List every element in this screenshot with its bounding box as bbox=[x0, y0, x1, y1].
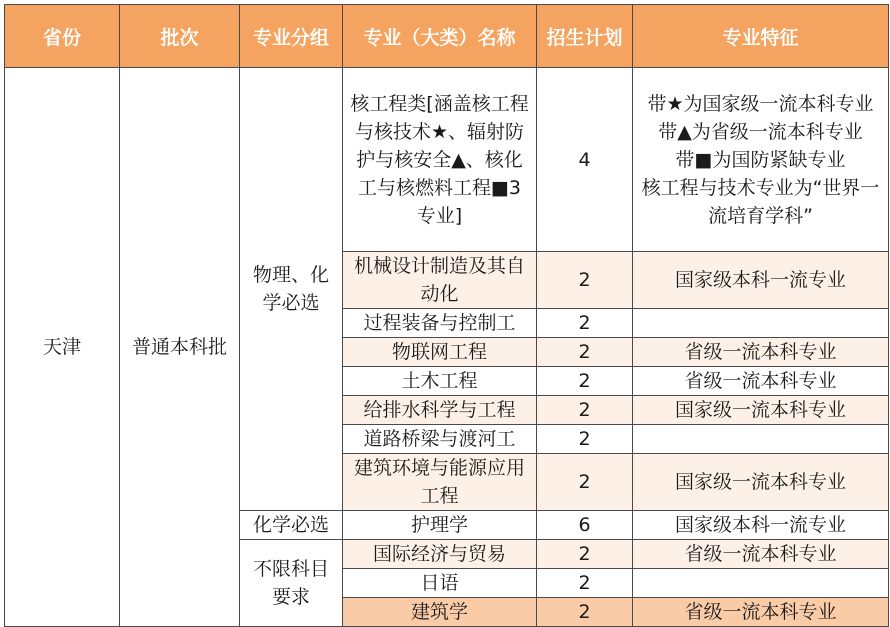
major-name-cell: 日语 bbox=[343, 569, 537, 598]
major-name-cell: 道路桥梁与渡河工 bbox=[343, 425, 537, 454]
header-batch: 批次 bbox=[120, 5, 240, 68]
header-feature: 专业特征 bbox=[633, 5, 889, 68]
feature-cell bbox=[633, 309, 889, 338]
feature-cell: 省级一流本科专业 bbox=[633, 598, 889, 627]
plan-cell: 2 bbox=[537, 598, 633, 627]
plan-cell: 2 bbox=[537, 338, 633, 367]
major-name-cell: 护理学 bbox=[343, 511, 537, 540]
header-plan: 招生计划 bbox=[537, 5, 633, 68]
plan-cell: 2 bbox=[537, 309, 633, 338]
plan-cell: 2 bbox=[537, 396, 633, 425]
plan-cell: 2 bbox=[537, 569, 633, 598]
header-major-name: 专业（大类）名称 bbox=[343, 5, 537, 68]
batch-cell: 普通本科批 bbox=[120, 68, 240, 627]
major-name-cell: 给排水科学与工程 bbox=[343, 396, 537, 425]
header-group: 专业分组 bbox=[240, 5, 343, 68]
feature-cell bbox=[633, 569, 889, 598]
feature-cell bbox=[633, 425, 889, 454]
major-name-cell: 物联网工程 bbox=[343, 338, 537, 367]
feature-cell: 省级一流本科专业 bbox=[633, 367, 889, 396]
header-province: 省份 bbox=[5, 5, 120, 68]
table-row bbox=[5, 68, 889, 252]
feature-cell: 国家级一流本科专业 bbox=[633, 396, 889, 425]
group-cell: 不限科目要求 bbox=[240, 540, 343, 627]
plan-cell: 4 bbox=[537, 68, 633, 252]
plan-cell: 2 bbox=[537, 252, 633, 309]
plan-cell: 2 bbox=[537, 425, 633, 454]
plan-cell: 6 bbox=[537, 511, 633, 540]
major-name-cell: 建筑学 bbox=[343, 598, 537, 627]
plan-cell: 2 bbox=[537, 367, 633, 396]
major-name-cell: 建筑环境与能源应用工程 bbox=[343, 454, 537, 511]
major-name-cell: 核工程类[涵盖核工程与核技术★、辐射防护与核安全▲、核化工与核燃料工程■3专业] bbox=[343, 68, 537, 252]
plan-cell: 2 bbox=[537, 454, 633, 511]
admission-plan-table bbox=[4, 4, 889, 627]
major-name-cell: 国际经济与贸易 bbox=[343, 540, 537, 569]
major-name-cell: 土木工程 bbox=[343, 367, 537, 396]
feature-cell: 省级一流本科专业 bbox=[633, 540, 889, 569]
province-cell: 天津 bbox=[5, 68, 120, 627]
feature-cell: 带★为国家级一流本科专业 带▲为省级一流本科专业 带■为国防紧缺专业 核工程与技术专业为“世界一流培育学科” bbox=[633, 68, 889, 252]
header-row bbox=[5, 5, 889, 68]
plan-cell: 2 bbox=[537, 540, 633, 569]
group-cell: 物理、化学必选 bbox=[240, 68, 343, 511]
feature-cell: 国家级本科一流专业 bbox=[633, 252, 889, 309]
major-name-cell: 机械设计制造及其自动化 bbox=[343, 252, 537, 309]
group-cell: 化学必选 bbox=[240, 511, 343, 540]
feature-cell: 国家级本科一流专业 bbox=[633, 511, 889, 540]
major-name-cell: 过程装备与控制工 bbox=[343, 309, 537, 338]
feature-cell: 省级一流本科专业 bbox=[633, 338, 889, 367]
feature-cell: 国家级一流本科专业 bbox=[633, 454, 889, 511]
